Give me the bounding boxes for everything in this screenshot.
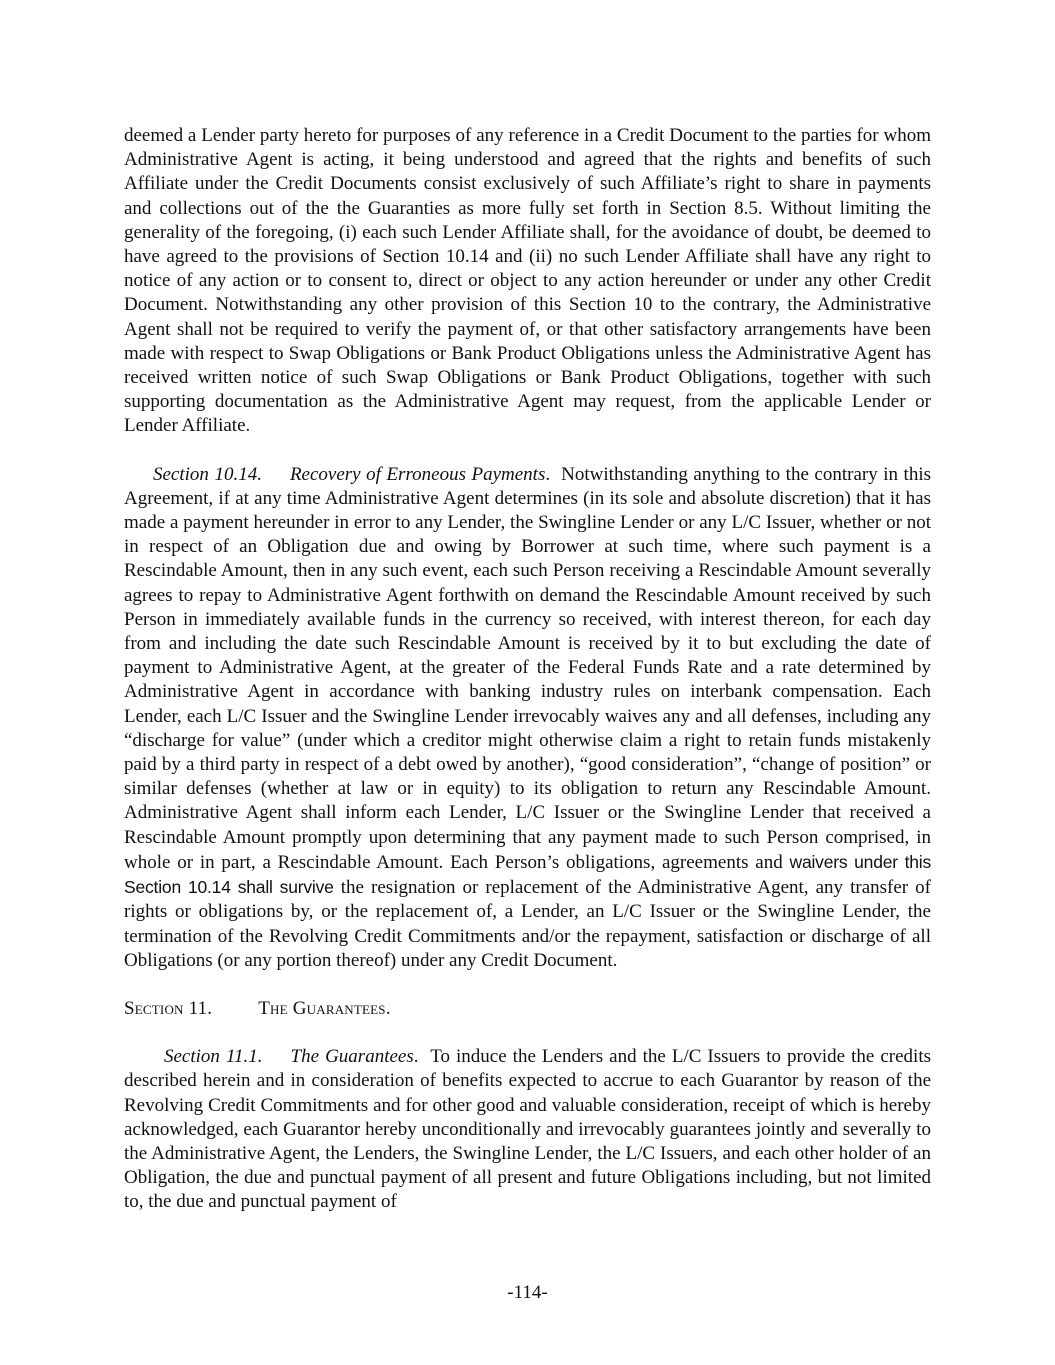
document-page [124,124,931,1215]
section-11-1-number: Section 11.1. [164,1046,263,1068]
continuation-paragraph: deemed a Lender party hereto for purposes of any reference in a Credit Document to the parties for whom Administrative Agent is acting, it being understood and agreed that the rights and benefits of such Affiliate under the Credit Documents consist exclusively of such Affiliate’s right to share in payments and collections out of the the Guaranties as more fully set forth in Section 8.5. Without limiting the generality of the foregoing, (i) each such Lender Affiliate shall, for the avoidance of doubt, be deemed to have agreed to the provisions of Section 10.14 and (ii) no such Lender Affiliate shall have any right to notice of any action or to consent to, direct or object to any action hereunder or under any other Credit Document. Notwithstanding any other provision of this Section 10 to the contrary, the Administrative Agent shall not be required to verify the payment of, or that other satisfactory arrangements have been made with respect to Swap Obligations or Bank Product Obligations unless the Administrative Agent has received written notice of such Swap Obligations or Bank Product Obligations, together with such supporting documentation as the Administrative Agent may request, from the applicable Lender or Lender Affiliate. [124,125,931,437]
section-10-14-body-part1: Notwithstanding anything to the contrary in this Agreement, if at any time Administrative Agent determines (in its sole and absolute discretion) that it has made a payment hereunder in error to any Lender, the Swingline Lender or any L/C Issuer, whether or not in respect of an Obligation due and owing by Borrower at such time, where such payment is a Rescindable Amount, then in any such event, each such Person receiving a Rescindable Amount severally agrees to repay to Administrative Agent forthwith on demand the Rescindable Amount received by such Person in immediately available funds in the currency so received, with interest thereon, for each day from and including the date such Rescindable Amount is received by it to but excluding the date of payment to Administrative Agent, at the greater of the Federal Funds Rate and a rate determined by Administrative Agent in accordance with banking industry rules on interbank compensation. Each Lender, each L/C Issuer and the Swingline Lender irrevocably waives any and all defenses, including any “discharge for value” (under which a creditor might otherwise claim a right to retain funds mistakenly paid by a third party in respect of a debt owed by another), “good consideration”, “change of position” or similar defenses (whether at law or in equity) to its obligation to return any Rescindable Amount. Administrative Agent shall inform each Lender, L/C Issuer or the Swingline Lender that received a Rescindable Amount promptly upon determining that any payment made to such Person comprised, in whole or in part, a Rescindable Amount. Each Person’s obligations, agreements and [124,463,931,873]
section-10-14-title: Recovery of Erroneous Payments [289,463,546,485]
section-10-14-paragraph: Section 10.14. Recovery of Erroneous Payments. Notwithstanding anything to the contrary in this Agreement, if at any time Administrative Agent determines (in its sole and absolute discretion) that it has made a payment hereunder in error to any Lender, the Swingline Lender or any L/C Issuer, whether or not in respect of an Obligation due and owing by Borrower at such time, where such payment is a Rescindable Amount, then in any such event, each such Person receiving a Rescindable Amount severally agrees to repay to Administrative Agent forthwith on demand the Rescindable Amount received by such Person in immediately available funds in the currency so received, with interest thereon, for each day from and including the date such Rescindable Amount is received by it to but excluding the date of payment to Administrative Agent, at the greater of the Federal Funds Rate and a rate determined by Administrative Agent in accordance with banking industry rules on interbank compensation. Each Lender, each L/C Issuer and the Swingline Lender irrevocably waives any and all defenses, including any “discharge for value” (under which a creditor might otherwise claim a right to retain funds mistakenly paid by a third party in respect of a debt owed by another), “good consideration”, “change of position” or similar defenses (whether at law or in equity) to its obligation to return any Rescindable Amount. Administrative Agent shall inform each Lender, L/C Issuer or the Swingline Lender that received a Rescindable Amount promptly upon determining that any payment made to such Person comprised, in whole or in part, a Rescindable Amount. Each Person’s obligations, agreements and waivers under this Section 10.14 shall survive the resignation or replacement of the Administrative Agent, any transfer of rights or obligations by, or the replacement of, a Lender, an L/C Issuer or the Swingline Lender, the termination of the Revolving Credit Commitments and/or the repayment, satisfaction or discharge of all Obligations (or any portion thereof) under any Credit Document. [124,463,932,971]
section-11-heading [124,997,931,1021]
section-10-14-body-part2: the resignation or replacement of the Administrative Agent, any transfer of rights or obligations by, or the replacement of, a Lender, an L/C Issuer or the Swingline Lender, the termination of the Revolving Credit Commitments and/or the repayment, satisfaction or discharge of all Obligations (or any portion thereof) under any Credit Document. [124,877,932,971]
section-11-number: Section 11. [124,997,213,1019]
section-11-1-body: To induce the Lenders and the L/C Issuers to provide the credits described herein and in consideration of benefits expected to accrue to each Guarantor by reason of the Revolving Credit Commitments and for other good and valuable consideration, receipt of which is hereby acknowledged, each Guarantor hereby unconditionally and irrevocably guarantees jointly and severally to the Administrative Agent, the Lenders, the Swingline Lender, the L/C Issuers, and each other holder of an Obligation, the due and punctual payment of all present and future Obligations including, but not limited to, the due and punctual payment of [124,1046,931,1213]
page-number: -114- [507,1282,548,1303]
section-11-1-title: The Guarantees [290,1046,414,1068]
section-10-14-body-sans-run: waivers under this Section 10.14 shall survive [124,851,932,898]
section-11-1-paragraph: Section 11.1. The Guarantees. To induce the Lenders and the L/C Issuers to provide the credits described herein and in consideration of benefits expected to accrue to each Guarantor by reason of the Revolving Credit Commitments and for other good and valuable consideration, receipt of which is hereby acknowledged, each Guarantor hereby unconditionally and irrevocably guarantees jointly and severally to the Administrative Agent, the Lenders, the Swingline Lender, the L/C Issuers, and each other holder of an Obligation, the due and punctual payment of all present and future Obligations including, but not limited to, the due and punctual payment of [124,1046,931,1213]
section-10-14-number: Section 10.14. [153,463,262,485]
section-11-title: The Guarantees. [258,997,391,1019]
